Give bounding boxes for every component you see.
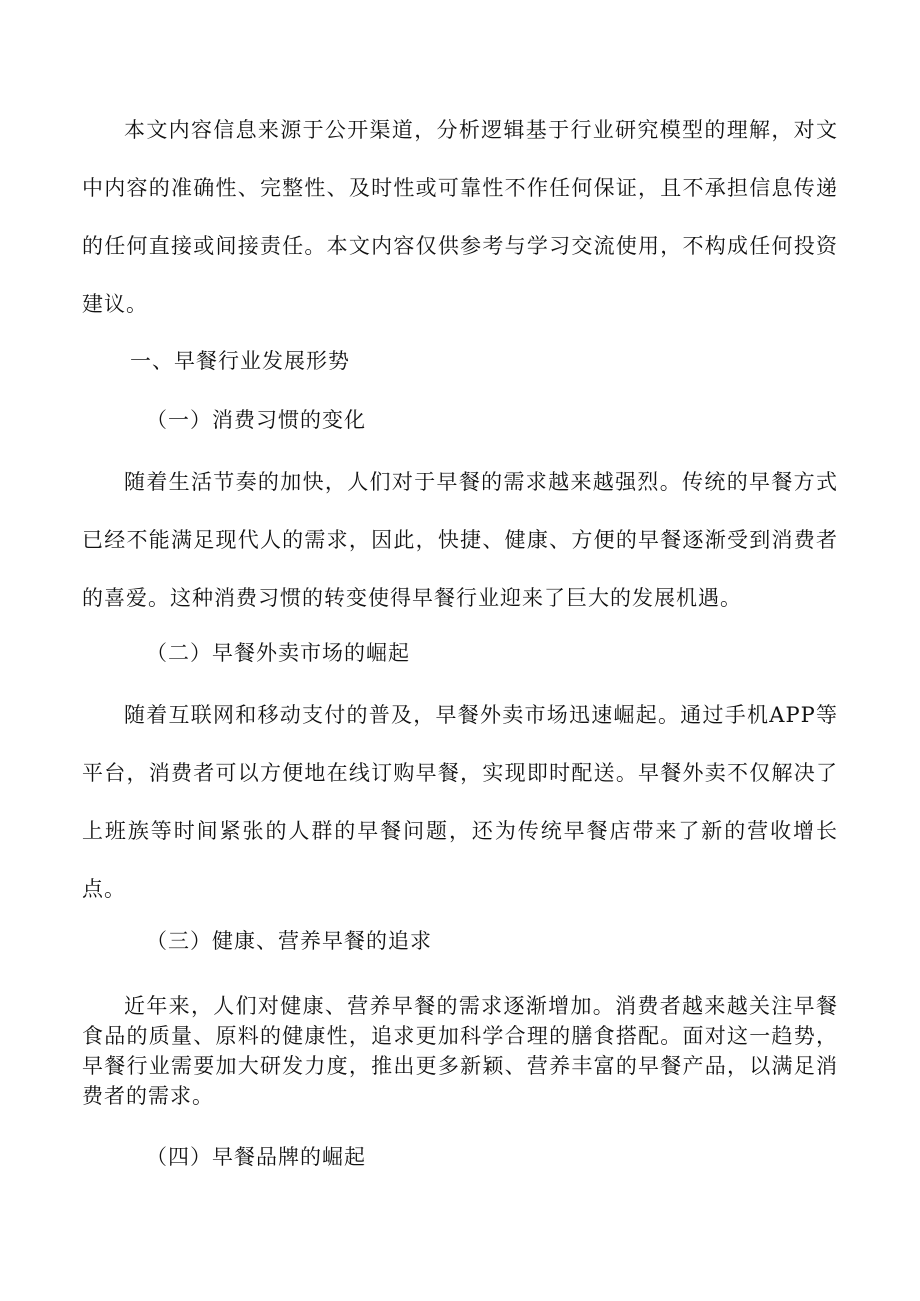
- subsection-heading-3: （三）健康、营养早餐的追求: [146, 929, 432, 953]
- subsection-heading-4: （四）早餐品牌的崛起: [146, 1145, 366, 1169]
- subsection-heading-1: （一）消费习惯的变化: [146, 408, 366, 432]
- subsection-body-1: 随着生活节奏的加快，人们对于早餐的需求越来越强烈。传统的早餐方式已经不能满足现代人的需求，因此，快捷、健康、方便的早餐逐渐受到消费者的喜爱。这种消费习惯的转变使得早餐行业迎来了巨大的发展机遇。: [82, 470, 838, 610]
- subsection-body-2: 随着互联网和移动支付的普及，早餐外卖市场迅速崛起。通过手机APP等平台，消费者可以方便地在线订购早餐，实现即时配送。早餐外卖不仅解决了上班族等时间紧张的人群的早餐问题，还为传统早餐店带来了新的营收增长点。: [82, 703, 838, 901]
- subsection-body-3: 近年来，人们对健康、营养早餐的需求逐渐增加。消费者越来越关注早餐食品的质量、原料的健康性，追求更加科学合理的膳食搭配。面对这一趋势，早餐行业需要加大研发力度，推出更多新颖、营养丰富的早餐产品，以满足消费者的需求。: [82, 994, 838, 1108]
- disclaimer-paragraph: 本文内容信息来源于公开渠道，分析逻辑基于行业研究模型的理解，对文中内容的准确性、完整性、及时性或可靠性不作任何保证，且不承担信息传递的任何直接或间接责任。本文内容仅供参考与学习交流使用，不构成任何投资建议。: [82, 118, 838, 316]
- section-heading-1: 一、早餐行业发展形势: [130, 349, 350, 373]
- subsection-heading-2: （二）早餐外卖市场的崛起: [146, 641, 410, 665]
